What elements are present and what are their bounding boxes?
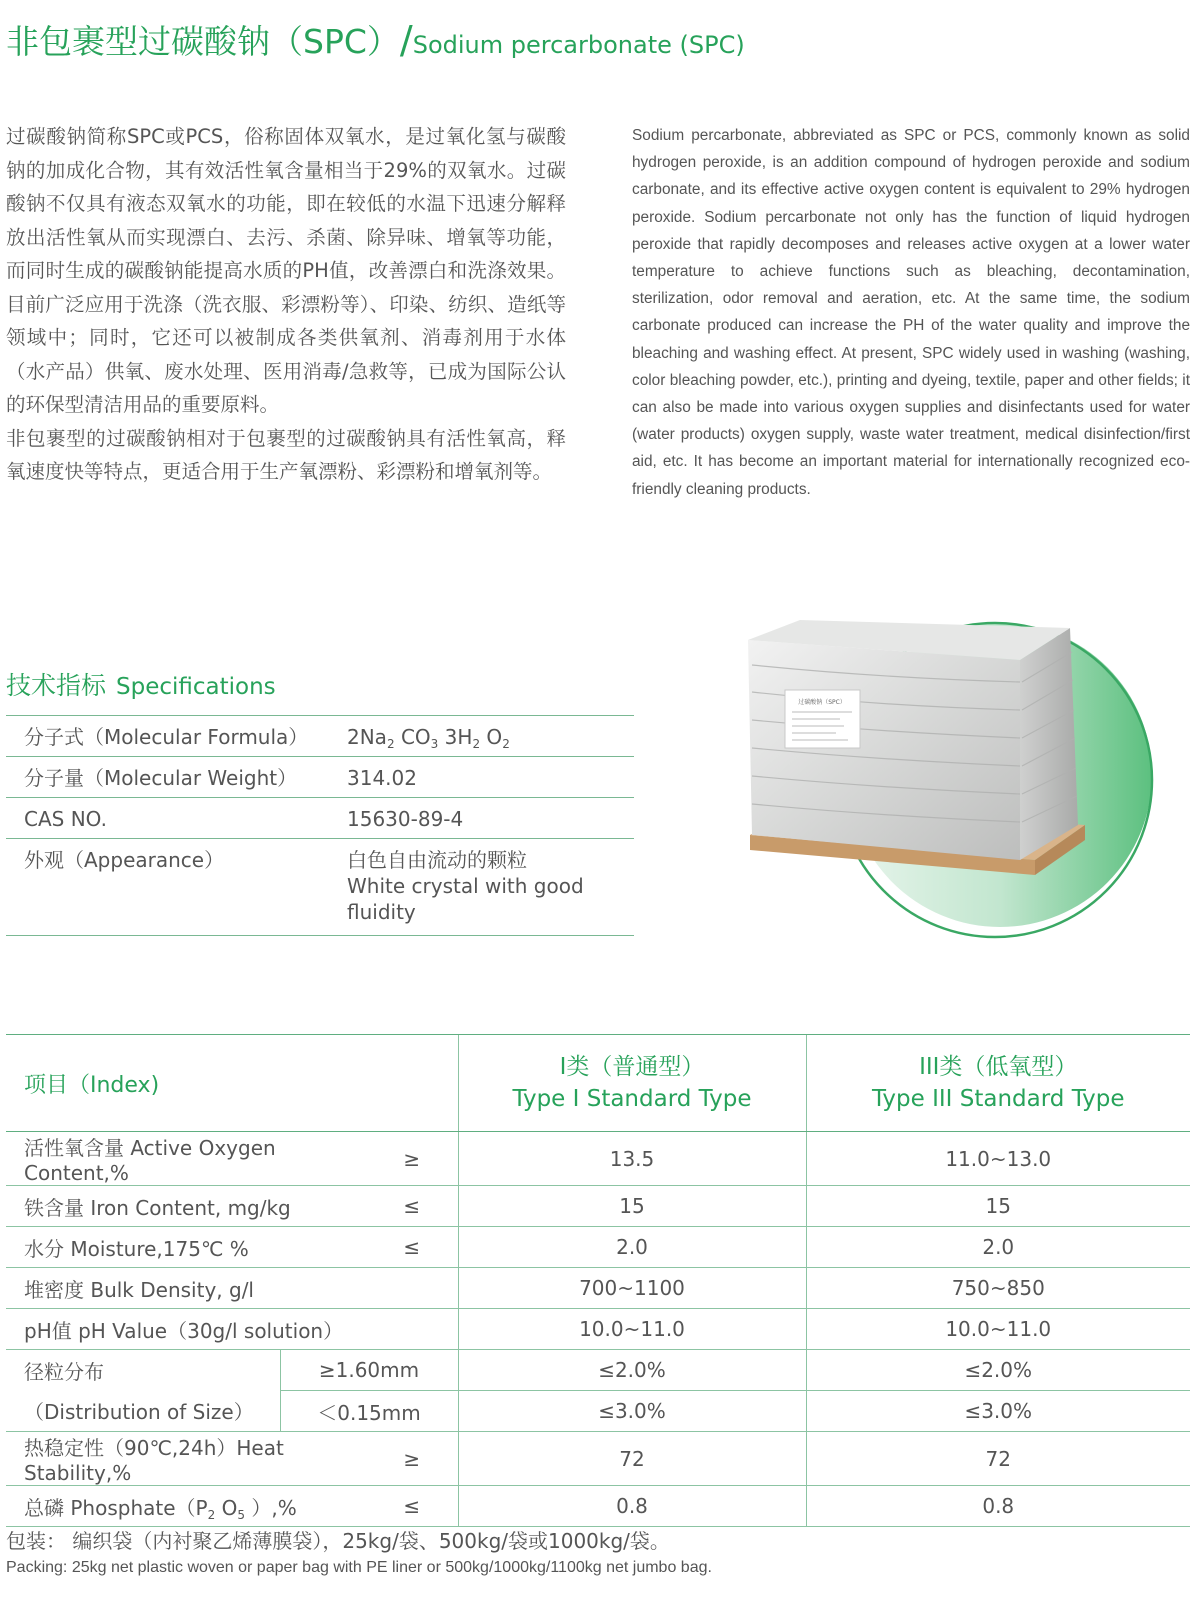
index-table [6,1034,1190,1527]
table-row-size-2: （Distribution of Size） ＜0.15mm ≤3.0% ≤3.0% [6,1391,1190,1432]
svg-text:过碳酸钠（SPC）: 过碳酸钠（SPC） [798,699,846,706]
specifications-table [6,715,634,936]
table-row: 热稳定性（90℃,24h）Heat Stability,% ≥ 72 72 [6,1432,1190,1486]
packing-zh: 包装： 编织袋（内衬聚乙烯薄膜袋），25kg/袋、500kg/袋或1000kg/袋。 [6,1529,670,1553]
spec-value: 15630-89-4 [329,798,634,839]
spec-key: 外观（Appearance） [6,839,329,936]
header-index: 项目（Index) [6,1035,458,1132]
table-row: 铁含量 Iron Content, mg/kg ≤ 15 15 [6,1186,1190,1227]
spec-row [6,716,634,757]
bag-stack [748,640,1020,860]
spec-row [6,839,634,936]
table-row: 活性氧含量 Active Oxygen Content,% ≥ 13.5 11.0~13.0 [6,1132,1190,1186]
table-row: 总磷 $Phosphate(P_2$ $O_5$ ）,% ≤ 0.8 0.8 [6,1486,1190,1527]
table-row: 堆密度 Bulk Density, g/l 700~1100 750~850 [6,1268,1190,1309]
table-row: 水分 Moisture,175℃ % ≤ 2.0 2.0 [6,1227,1190,1268]
spec-row [6,757,634,798]
header-type-iii: III类（低氧型） Type III Standard Type [806,1035,1190,1132]
product-pallet-image [740,620,1170,960]
specifications-heading [6,666,276,702]
title-slash: / [399,18,413,62]
spec-value: 314.02 [329,757,634,798]
header-type-i: I类（普通型） Type I Standard Type [458,1035,806,1132]
intro-chinese [6,120,566,489]
spec-key: 分子量（Molecular Weight） [6,757,329,798]
packing-en: Packing: 25kg net plastic woven or paper bag with PE liner or 500kg/1000kg/1100kg net jumbo bag. [6,1559,712,1576]
title-en: Sodium percarbonate (SPC) [412,31,745,59]
spec-key: CAS NO. [6,798,329,839]
spec-value-formula: $2Na_2$ $CO_3$ $3H_2$ $O_2$ [329,716,634,757]
intro-english [632,122,1190,503]
spec-key: 分子式（Molecular Formula） [6,716,329,757]
title-zh: 非包裹型过碳酸钠（SPC） [6,22,400,61]
spec-row [6,798,634,839]
spec-value: 白色自由流动的颗粒 White crystal with good fluidity [329,839,634,936]
intro-en-paragraph: Sodium percarbonate, abbreviated as SPC or PCS, commonly known as solid hydrogen peroxide, is an addition compound of hydrogen peroxide and sodium carbonate, and its effective active oxygen content is equivalent to 29% hydrogen peroxide. Sodium percarbonate not only has the function of liquid hydrogen peroxide that rapidly decomposes and releases active oxygen at a lower water temperature to achieve functions such as bleaching, decontamination, sterilization, odor removal and aeration, etc. At the same time, the sodium carbonate produced can increase the PH of the water quality and improve the bleaching and washing effect. At present, SPC widely used in washing (washing, color bleaching powder, etc.), printing and dyeing, textile, paper and other fields; it can also be made into various oxygen supplies and disinfectants used for water (water products) oxygen supply, waste water treatment, medical disinfection/first aid, etc. It has become an important material for internationally recognized eco-friendly cleaning products. [632,127,1190,498]
intro-zh-paragraph-1: 过碳酸钠简称SPC或PCS，俗称固体双氧水，是过氧化氢与碳酸钠的加成化合物，其有效活性氧含量相当于29%的双氧水。过碳酸钠不仅具有液态双氧水的功能，即在较低的水温下迅速分解释放出活性氧从而实现漂白、去污、杀菌、除异味、增氧等功能，而同时生成的碳酸钠能提高水质的PH值，改善漂白和洗涤效果。目前广泛应用于洗涤（洗衣服、彩漂粉等）、印染、纺织、造纸等领域中；同时，它还可以被制成各类供氧剂、消毒剂用于水体（水产品）供氧、废水处理、医用消毒/急救等，已成为国际公认的环保型清洁用品的重要原料。 [6,125,566,416]
phosphate-label: 总磷 $Phosphate(P_2$ $O_5$ ）,% [6,1486,366,1527]
table-row: pH值 pH Value（30g/l solution） 10.0~11.0 10.0~11.0 [6,1309,1190,1350]
page-title [6,16,745,72]
index-header-row [6,1035,1190,1132]
spec-heading-zh: 技术指标 [6,671,107,700]
spec-heading-en: Specifications [116,674,276,700]
table-row-size-1: 径粒分布 ≥1.60mm ≤2.0% ≤2.0% [6,1350,1190,1391]
intro-zh-paragraph-2: 非包裹型的过碳酸钠相对于包裹型的过碳酸钠具有活性氧高，释氧速度快等特点，更适合用于生产氧漂粉、彩漂粉和增氧剂等。 [6,426,566,483]
